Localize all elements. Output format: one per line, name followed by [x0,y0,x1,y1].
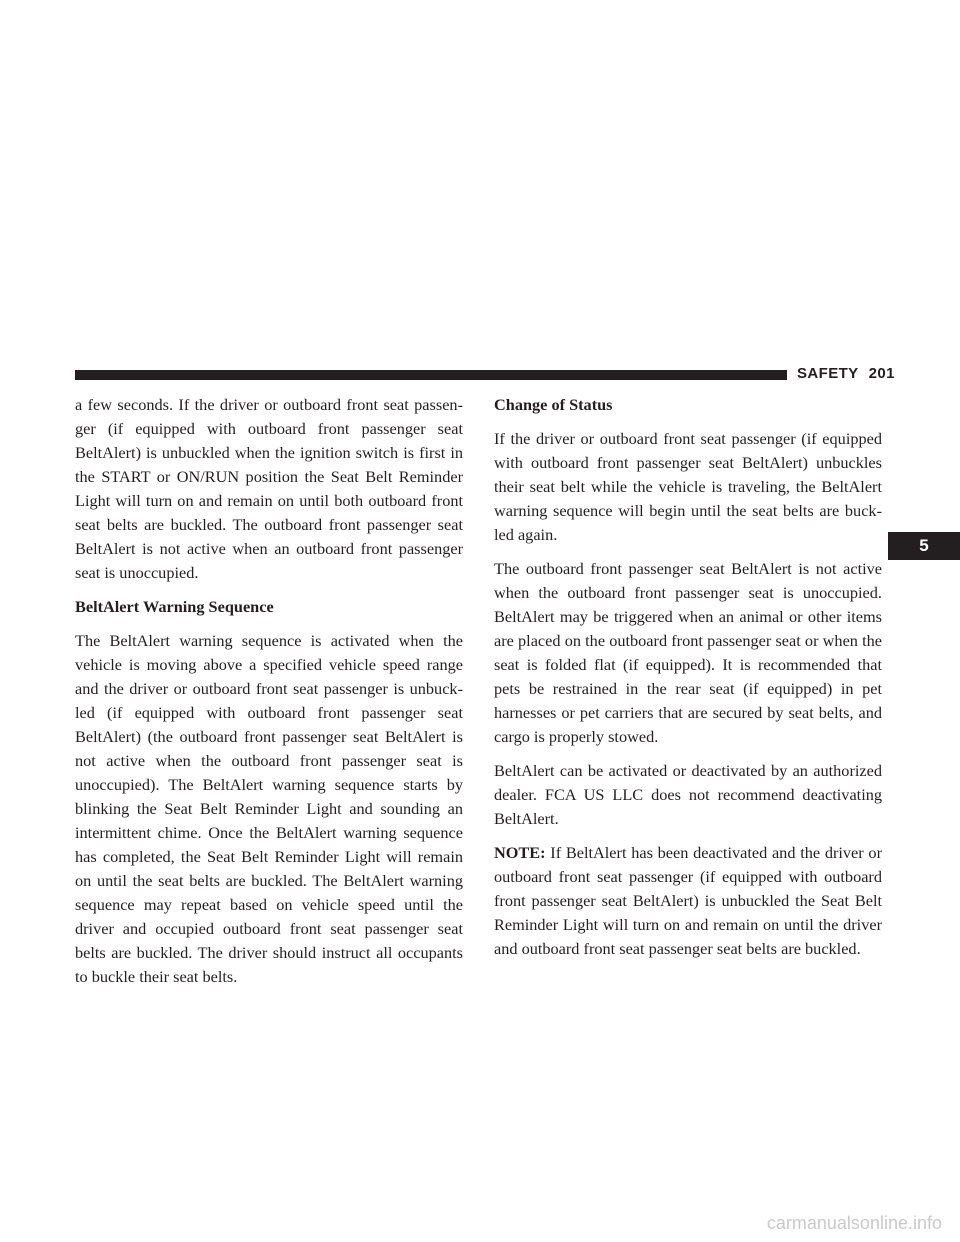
header-rule [75,370,787,380]
chapter-tab: 5 [888,532,960,560]
paragraph: The BeltAlert warning sequence is activated when the vehicle is moving above a specified vehicle speed range and the driver or outboard front seat passenger is unbuck-led (if equipped with outboard front passenger seat BeltAlert) (the outboard front passenger seat BeltAlert is not active when the outboard front passenger seat is unoccupied). The BeltAlert warning sequence starts by blinking the Seat Belt Reminder Light and sounding an intermittent chime. Once the BeltAlert warning sequence has completed, the Seat Belt Reminder Light will remain on until the seat belts are buckled. The BeltAlert warning sequence may repeat based on vehicle speed until the driver and occupied outboard front seat passenger seat belts are buckled. The driver should instruct all occupants to buckle their seat belts. [75,631,463,986]
paragraph: If the driver or outboard front seat passenger (if equipped with outboard front passenger seat BeltAlert) unbuckles their seat belt while the vehicle is traveling, the BeltAlert warning sequence will begin until the seat belts are buck-led again. [494,429,882,544]
note-label: NOTE: [494,843,546,862]
paragraph: a few seconds. If the driver or outboard front seat passen-ger (if equipped with outboard front passenger seat BeltAlert) is unbuckled when the ignition switch is first in the START or ON/RUN position the Seat Belt Reminder Light will turn on and remain on until both outboard front seat belts are buckled. The outboard front passenger seat BeltAlert is not active when an outboard front passenger seat is unoccupied. [75,395,463,582]
section-heading: Change of Status [494,395,613,414]
running-header [797,364,893,384]
note-paragraph [494,841,882,961]
page-number: 201 [868,365,895,382]
note-text: If BeltAlert has been deactivated and the driver or outboard front seat passenger (if equipped with outboard front passenger seat BeltAlert) is unbuckled the Seat Belt Reminder Light will turn on and remain on until the driver and outboard front seat passenger seat belts are buckled. [494,843,882,958]
left-column [75,393,463,999]
right-column [494,393,882,971]
watermark: carmanualsonline.info [766,1213,942,1233]
section-title: SAFETY [797,365,859,382]
paragraph: The outboard front passenger seat BeltAlert is not active when the outboard front passenger seat is unoccupied. BeltAlert may be triggered when an animal or other items are placed on the outboard front passenger seat or when the seat is folded flat (if equipped). It is recommended that pets be restrained in the rear seat (if equipped) in pet harnesses or pet carriers that are secured by seat belts, and cargo is properly stowed. [494,559,882,746]
paragraph: BeltAlert can be activated or deactivated by an authorized dealer. FCA US LLC does not recommend deactivating BeltAlert. [494,761,882,828]
section-heading: BeltAlert Warning Sequence [75,597,274,616]
